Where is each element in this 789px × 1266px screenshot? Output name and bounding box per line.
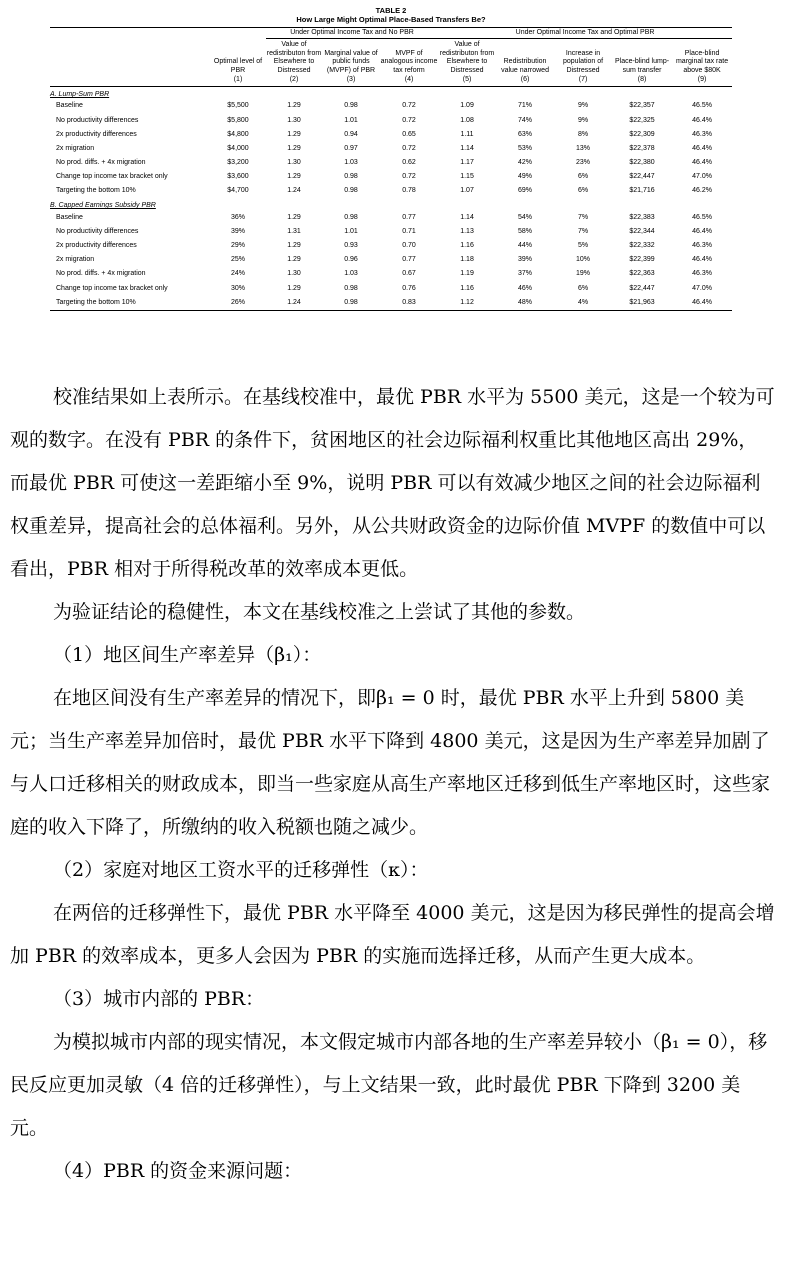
table-cell: 48%: [496, 296, 554, 311]
table-cell: 0.71: [402, 227, 416, 235]
row-label: No prod. diffs. + 4x migration: [56, 270, 146, 278]
table-cell: 9%: [577, 102, 589, 110]
paragraph-robustness: 为验证结论的稳健性，本文在基线校准之上尝试了其他的参数。: [53, 601, 586, 623]
row-label: 2x productivity differences: [56, 130, 137, 138]
table-cell: 1.29: [287, 130, 301, 138]
table-cell: $22,378: [629, 144, 655, 152]
table-cell: $5,800: [227, 116, 249, 124]
table-cell: $22,380: [629, 159, 655, 167]
table-cell: 6%: [577, 173, 589, 181]
table-cell: 0.70: [402, 242, 416, 250]
table-cell: 0.96: [344, 256, 358, 264]
table-cell: 1.31: [287, 227, 301, 235]
table-cell: 46.2%: [692, 187, 712, 195]
table-cell: $22,383: [629, 213, 655, 221]
column-header: Increase in population of Distressed: [562, 49, 604, 74]
table-cell: 0.78: [402, 187, 416, 195]
table-cell: 1.29: [287, 213, 301, 221]
subheading-city: （3）城市内部的 PBR：: [53, 988, 265, 1010]
table-cell: 26%: [210, 296, 266, 311]
table-cell: $21,716: [629, 187, 655, 195]
table-cell: 1.16: [460, 284, 474, 292]
section-title: A. Lump-Sum PBR: [50, 91, 110, 99]
column-header: Value of redistributon from Elsewhere to Distressed: [439, 41, 495, 74]
table-cell: 0.98: [344, 284, 358, 292]
table-cell: 37%: [518, 270, 533, 278]
table-cell: 0.98: [344, 213, 358, 221]
table-row: [50, 156, 732, 170]
subheading-migration: （2）家庭对地区工资水平的迁移弹性（κ）：: [53, 859, 429, 881]
table-cell: 1.14: [460, 144, 474, 152]
table-cell: 0.72: [402, 116, 416, 124]
group-header-no-pbr: Under Optimal Income Tax and No PBR: [266, 28, 438, 39]
row-label: Targeting the bottom 10%: [50, 296, 210, 311]
table-cell: 1.12: [438, 296, 496, 311]
table-cell: $22,447: [629, 173, 655, 181]
table-cell: 13%: [576, 144, 591, 152]
table-cell: 46.4%: [692, 144, 712, 152]
row-label: Change top income tax bracket only: [56, 173, 168, 181]
table-cell: $22,447: [629, 284, 655, 292]
table-title: How Large Might Optimal Place-Based Transfers Be?: [296, 15, 486, 24]
table-cell: $5,500: [227, 102, 249, 110]
table-cell: 10%: [576, 256, 591, 264]
table-cell: 46.3%: [692, 130, 712, 138]
table-cell: 0.77: [402, 256, 416, 264]
table-cell: $21,963: [612, 296, 672, 311]
table-cell: $22,309: [629, 130, 655, 138]
table-cell: 0.65: [402, 130, 416, 138]
table-cell: 1.01: [344, 116, 358, 124]
table-cell: 30%: [230, 284, 245, 292]
table-cell: 0.77: [402, 213, 416, 221]
paragraph-migration: 在两倍的迁移弹性下，最优 PBR 水平降至 4000 美元，这是因为移民弹性的提高会增加 PBR 的效率成本，更多人会因为 PBR 的实施而选择迁移，从而产生更大成本。: [10, 902, 775, 967]
row-label: No productivity differences: [56, 227, 139, 235]
table-cell: 1.30: [287, 116, 301, 124]
table-cell: 1.03: [344, 270, 358, 278]
table-row: [50, 211, 732, 225]
table-cell: 46.4%: [692, 227, 712, 235]
table-cell: 0.98: [344, 187, 358, 195]
table-cell: 1.24: [266, 296, 322, 311]
column-header: MVPF of analogous income tax reform: [380, 49, 438, 74]
table-cell: 0.94: [344, 130, 358, 138]
subheading-funding: （4）PBR 的资金来源问题：: [53, 1160, 303, 1182]
table-row: [50, 282, 732, 296]
table-cell: 7%: [577, 213, 589, 221]
row-label: Change top income tax bracket only: [56, 284, 168, 292]
table-cell: 47.0%: [692, 173, 712, 181]
table-cell: $4,000: [227, 144, 249, 152]
column-header: Optimal level of PBR: [213, 58, 263, 74]
table-row: [50, 99, 732, 113]
column-header: Marginal value of public funds (MVPF) of PBR: [324, 49, 378, 74]
table-cell: $3,600: [227, 173, 249, 181]
table-cell: 71%: [518, 102, 533, 110]
table-cell: 46.4%: [692, 256, 712, 264]
table-row: [50, 253, 732, 267]
table-cell: $22,399: [629, 256, 655, 264]
table-cell: 46.4%: [692, 116, 712, 124]
table-cell: 46.5%: [692, 213, 712, 221]
table-cell: 23%: [576, 159, 591, 167]
table-cell: 1.11: [460, 130, 474, 138]
row-label: No prod. diffs. + 4x migration: [56, 159, 146, 167]
table-cell: 46.3%: [692, 270, 712, 278]
table-cell: 44%: [518, 242, 533, 250]
table-row: [50, 185, 732, 199]
table-cell: 36%: [230, 213, 245, 221]
table-row: [50, 128, 732, 142]
column-number: (9): [672, 75, 732, 87]
table-cell: 24%: [230, 270, 245, 278]
table-cell: $3,200: [227, 159, 249, 167]
table-cell: 0.98: [344, 102, 358, 110]
paragraph-results: 校准结果如上表所示。在基线校准中，最优 PBR 水平为 5500 美元，这是一个较为可观的数字。在没有 PBR 的条件下，贫困地区的社会边际福利权重比其他地区高出 29%，而最优 PBR 可使这一差距缩小至 9%，说明 PBR 可以有效减少地区之间的社会边际福利权重差异，提高社会的总体福利。另外，从公共财政资金的边际价值 MVPF 的数值中可以看出，PBR 相对于所得税改革的效率成本更低。: [10, 386, 775, 580]
table-cell: 1.07: [460, 187, 474, 195]
table-cell: 69%: [518, 187, 533, 195]
column-header: Place-blind marginal tax rate above $80K: [675, 49, 729, 74]
table-cell: 1.29: [287, 256, 301, 264]
row-label: 2x migration: [56, 144, 95, 152]
table-cell: 58%: [518, 227, 533, 235]
table-cell: 1.13: [460, 227, 474, 235]
table-cell: 1.14: [460, 213, 474, 221]
results-table-block: [50, 6, 732, 311]
table-cell: 7%: [577, 227, 589, 235]
table-cell: 1.08: [460, 116, 474, 124]
table-cell: 63%: [518, 130, 533, 138]
table-cell: 0.83: [380, 296, 438, 311]
table-cell: $22,332: [629, 242, 655, 250]
column-header: Place-blind lump-sum transfer: [614, 58, 670, 74]
table-cell: 1.24: [287, 187, 301, 195]
table-row: [50, 268, 732, 282]
subheading-productivity: （1）地区间生产率差异（β₁）：: [53, 644, 322, 666]
table-cell: 8%: [577, 130, 589, 138]
column-number: (8): [612, 75, 672, 87]
table-cell: 19%: [576, 270, 591, 278]
table-cell: 46.4%: [672, 296, 732, 311]
column-number: (1): [210, 75, 266, 87]
column-number: (7): [554, 75, 612, 87]
table-cell: $22,363: [629, 270, 655, 278]
table-row: [50, 114, 732, 128]
table-cell: 54%: [518, 213, 533, 221]
table-cell: 1.16: [460, 242, 474, 250]
column-header: Redistribution value narrowed: [501, 58, 549, 74]
table-cell: 25%: [230, 256, 245, 264]
column-number: (4): [380, 75, 438, 87]
row-label: 2x productivity differences: [56, 242, 137, 250]
table-cell: 0.72: [402, 102, 416, 110]
table-cell: $22,325: [629, 116, 655, 124]
table-cell: 74%: [518, 116, 533, 124]
table-cell: 46.3%: [692, 242, 712, 250]
table-cell: 46.5%: [692, 102, 712, 110]
column-number: (3): [322, 75, 380, 87]
column-header: Value of redistributon from Elsewhere to Distressed: [266, 41, 322, 74]
column-number: (5): [438, 75, 496, 87]
table-cell: 1.17: [460, 159, 474, 167]
article-body: [10, 376, 776, 1193]
table-cell: 0.93: [344, 242, 358, 250]
table-cell: 0.98: [322, 296, 380, 311]
row-label: No productivity differences: [56, 116, 139, 124]
table-label: TABLE 2: [375, 6, 407, 15]
table-row: [50, 170, 732, 184]
paragraph-productivity: 在地区间没有生产率差异的情况下，即β₁ = 0 时，最优 PBR 水平上升到 5800 美元；当生产率差异加倍时，最优 PBR 水平下降到 4800 美元，这是因为生产率差异加剧了与人口迁移相关的财政成本，即当一些家庭从高生产率地区迁移到低生产率地区时，这些家庭的收入下降了，所缴纳的收入税额也随之减少。: [10, 687, 771, 838]
table-cell: $22,344: [629, 227, 655, 235]
column-number: (2): [266, 75, 322, 87]
row-label: Targeting the bottom 10%: [56, 187, 136, 195]
table-cell: 1.30: [287, 159, 301, 167]
table-row: [50, 225, 732, 239]
row-label: Baseline: [56, 102, 83, 110]
table-cell: 0.67: [402, 270, 416, 278]
table-cell: 1.03: [344, 159, 358, 167]
table-row: [50, 239, 732, 253]
table-cell: 1.30: [287, 270, 301, 278]
table-cell: 39%: [518, 256, 533, 264]
table-cell: 6%: [577, 187, 589, 195]
table-cell: 6%: [577, 284, 589, 292]
table-cell: 1.29: [287, 242, 301, 250]
table-cell: 1.29: [287, 102, 301, 110]
table-cell: 0.76: [402, 284, 416, 292]
table-row: [50, 142, 732, 156]
row-label: Baseline: [56, 213, 83, 221]
section-row: [50, 87, 732, 100]
table-cell: 1.29: [287, 144, 301, 152]
table-body: [50, 87, 732, 311]
table-cell: 1.15: [460, 173, 474, 181]
results-table: [50, 28, 732, 311]
table-cell: 39%: [230, 227, 245, 235]
table-cell: $4,800: [227, 130, 249, 138]
group-header-optimal-pbr: Under Optimal Income Tax and Optimal PBR: [438, 28, 732, 39]
table-cell: 47.0%: [692, 284, 712, 292]
table-cell: $4,700: [227, 187, 249, 195]
table-cell: 0.72: [402, 144, 416, 152]
table-cell: 9%: [577, 116, 589, 124]
column-number: (6): [496, 75, 554, 87]
table-cell: 1.29: [287, 284, 301, 292]
table-row: [50, 296, 732, 311]
table-cell: 1.01: [344, 227, 358, 235]
table-cell: 0.62: [402, 159, 416, 167]
table-cell: 4%: [554, 296, 612, 311]
table-cell: 53%: [518, 144, 533, 152]
table-cell: 5%: [577, 242, 589, 250]
table-cell: 49%: [518, 173, 533, 181]
table-cell: 46.4%: [692, 159, 712, 167]
table-cell: 1.09: [460, 102, 474, 110]
table-cell: 0.97: [344, 144, 358, 152]
table-cell: 0.98: [344, 173, 358, 181]
table-cell: 42%: [518, 159, 533, 167]
table-cell: 1.19: [460, 270, 474, 278]
section-row: [50, 199, 732, 211]
table-cell: 1.29: [287, 173, 301, 181]
table-cell: 46%: [518, 284, 533, 292]
table-cell: $22,357: [629, 102, 655, 110]
section-title: B. Capped Earnings Subsidy PBR: [50, 202, 156, 210]
table-cell: 0.72: [402, 173, 416, 181]
paragraph-city: 为模拟城市内部的现实情况，本文假定城市内部各地的生产率差异较小（β₁ = 0），移民反应更加灵敏（4 倍的迁移弹性），与上文结果一致，此时最优 PBR 下降到 3200 美元。: [10, 1031, 768, 1139]
row-label: 2x migration: [56, 256, 95, 264]
table-cell: 1.18: [460, 256, 474, 264]
table-cell: 29%: [230, 242, 245, 250]
